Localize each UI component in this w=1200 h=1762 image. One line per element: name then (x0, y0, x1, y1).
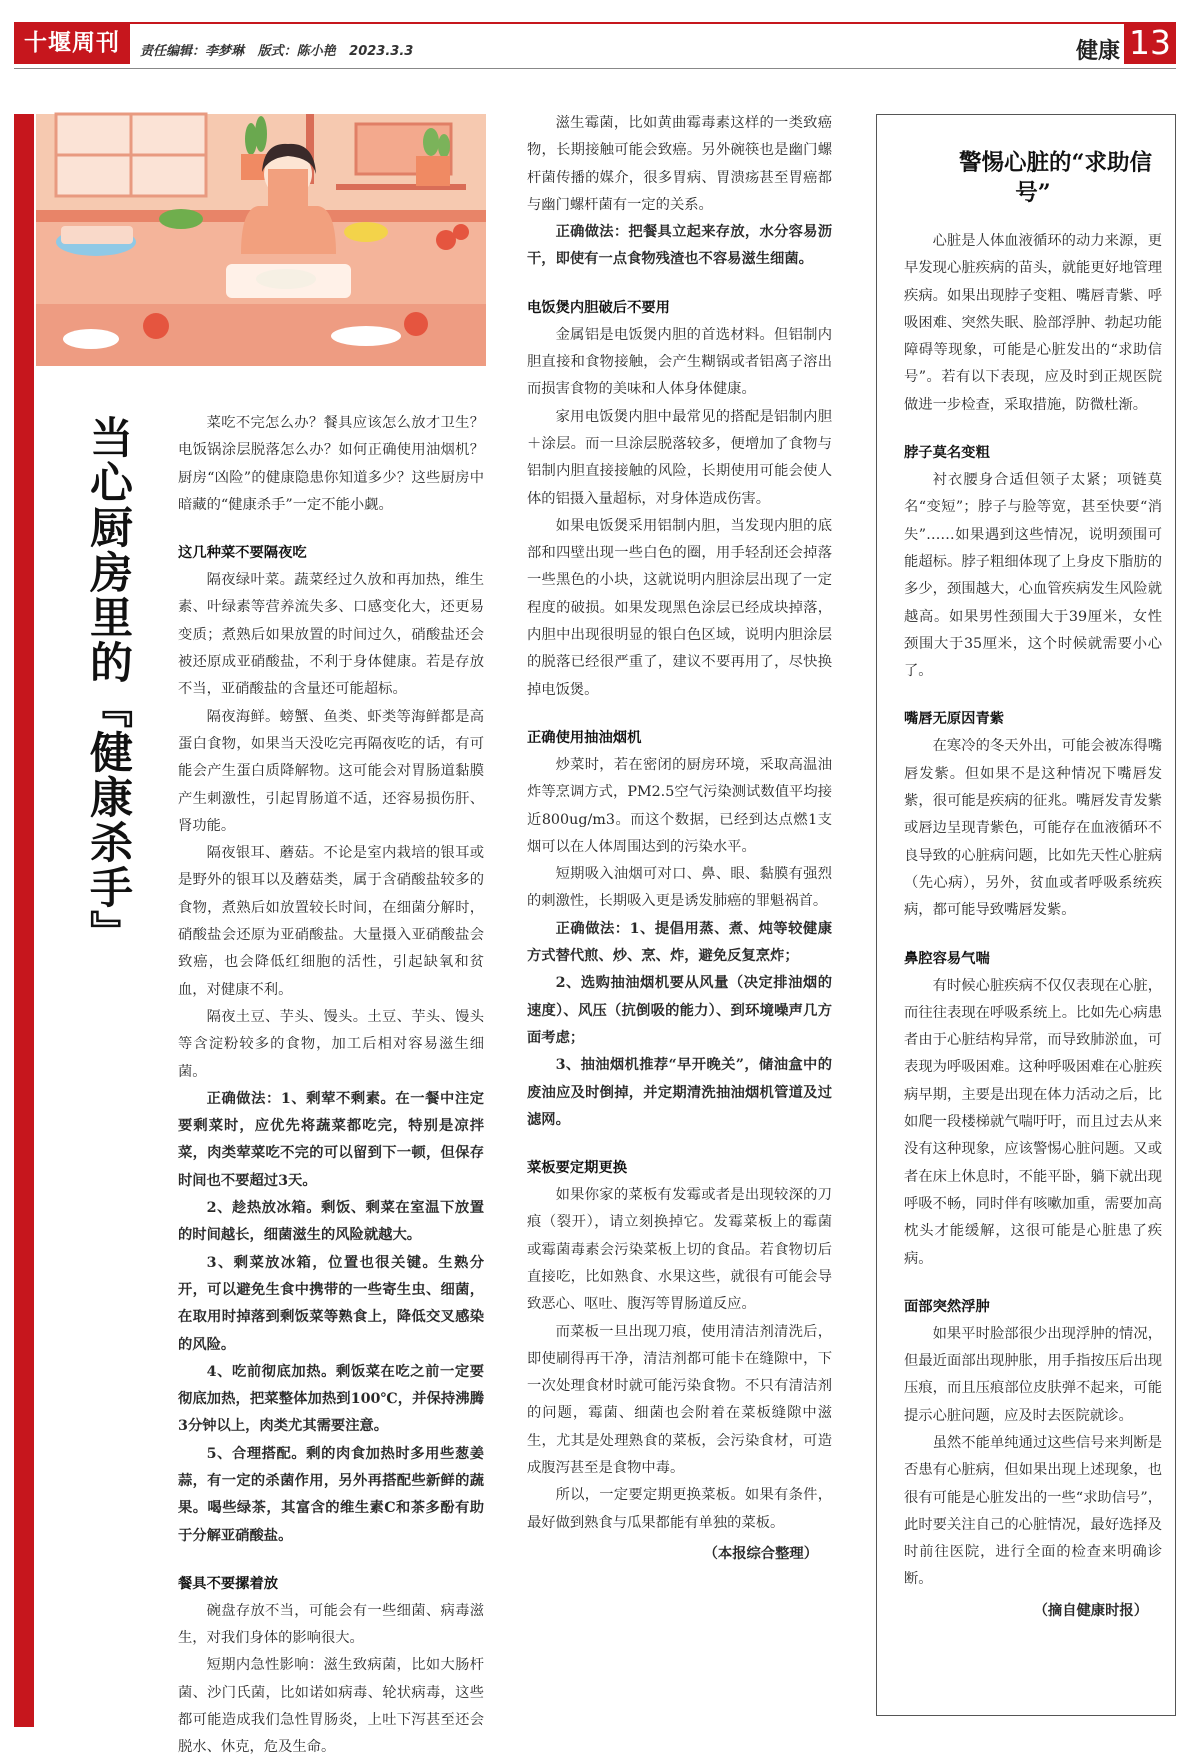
tip-paragraph (178, 1086, 484, 1195)
tip-label: 正确做法： (206, 1090, 281, 1107)
page-number-badge: 13 (1124, 22, 1176, 64)
section-heading: 电饭煲内胆破后不要用 (527, 299, 670, 316)
tip-paragraph (527, 219, 832, 274)
tip-paragraph: 3、剩菜放冰箱，位置也很关键。生熟分开，可以避免生食中携带的一些寄生虫、细菌，在取用时掉落到剩饭菜等熟食上，降低交叉感染的风险。 (178, 1254, 484, 1353)
main-article-title: 当心厨房里的『健康杀手』 (83, 415, 133, 955)
body-paragraph: 虽然不能单纯通过这些信号来判断是否患有心脏病，但如果出现上述现象，也很有可能是心脏发出的一些“求助信号”，此时要关注自己的心脏情况，最好选择及时前往医院，进行全面的检查来明确诊断。 (904, 1434, 1162, 1588)
sidebar-title: 警惕心脏的“求助信号” (959, 150, 1152, 206)
section-heading: 菜板要定期更换 (527, 1160, 628, 1177)
left-red-bar (14, 114, 34, 1727)
body-paragraph: 隔夜土豆、芋头、馒头。土豆、芋头、馒头等含淀粉较多的食物，加工后相对容易滋生细菌。 (178, 1008, 484, 1080)
section-heading: 正确使用抽油烟机 (527, 729, 642, 746)
body-paragraph: 在寒冷的冬天外出，可能会被冻得嘴唇发紫。但如果不是这种情况下嘴唇发紫，很可能是疾病的征兆。嘴唇发青发紫或唇边呈现青紫色，可能存在血液循环不良导致的心脏病问题，比如先天性心脏病（先心病），另外，贫血或者呼吸系统疾病，都可能导致嘴唇发紫。 (904, 738, 1162, 919)
tip-label: 正确做法： (555, 224, 629, 241)
body-paragraph: 短期内急性影响：滋生致病菌，比如大肠杆菌、沙门氏菌，比如诺如病毒、轮状病毒，这些都可能造成我们急性胃肠炎，上吐下泻甚至还会脱水、休克，危及生命。 (178, 1657, 484, 1756)
body-paragraph: 炒菜时，若在密闭的厨房环境，采取高温油炸等烹调方式，PM2.5空气污染测试数值平均接近800ug/m3。而这个数据，已经到达点燃1支烟可以在人体周围达到的污染水平。 (527, 756, 832, 855)
kitchen-illustration-icon (36, 114, 486, 366)
header-divider (14, 68, 1176, 69)
section-heading: 嘴唇无原因青紫 (904, 711, 1005, 728)
tip-paragraph: 2、趁热放冰箱。剩饭、剩菜在室温下放置的时间越长，细菌滋生的风险就越大。 (178, 1200, 484, 1244)
header-top-rule (130, 22, 1166, 24)
body-paragraph: 家用电饭煲内胆中最常见的搭配是铝制内胆＋涂层。而一旦涂层脱落较多，便增加了食物与铝制内胆直接接触的风险，长期使用可能会使人体的铝摄入量超标，对身体造成伤害。 (527, 408, 832, 507)
section-heading: 餐具不要摞着放 (178, 1575, 279, 1592)
masthead-logo: 十堰周刊 (14, 22, 130, 64)
sidebar-article (904, 132, 1162, 1625)
article-source: （摘自健康时报） (1033, 1602, 1148, 1619)
tip-paragraph (527, 916, 832, 971)
article-intro: 菜吃不完怎么办？餐具应该怎么放才卫生？电饭锅涂层脱落怎么办？如何正确使用油烟机？厨房“凶险”的健康隐患你知道多少？这些厨房中暗藏的“健康杀手”一定不能小觑。 (178, 415, 484, 513)
body-paragraph: 衬衣腰身合适但领子太紧；项链莫名“变短”；脖子与脸等宽，甚至快要“消失”……如果遇到这些情况，说明颈围可能超标。脖子粗细体现了上身皮下脂肪的多少，颈围越大，心血管疾病发生风险就越高。如果男性颈围大于39厘米，女性颈围大于35厘米，这个时候就需要小心了。 (904, 472, 1162, 680)
body-paragraph: 金属铝是电饭煲内胆的首选材料。但铝制内胆直接和食物接触，会产生糊锅或者铝离子溶出而损害食物的美味和人体身体健康。 (527, 326, 832, 398)
body-paragraph: 所以，一定要定期更换菜板。如果有条件，最好做到熟食与瓜果都能有单独的菜板。 (527, 1487, 832, 1531)
body-paragraph: 短期吸入油烟可对口、鼻、眼、黏膜有强烈的刺激性，长期吸入更是诱发肺癌的罪魁祸首。 (527, 866, 832, 910)
header-editor-info: 责任编辑：李梦琳 版式：陈小艳 2023.3.3 (140, 44, 414, 59)
section-heading: 面部突然浮肿 (904, 1298, 990, 1315)
tip-paragraph: 2、选购抽油烟机要从风量（决定排油烟的速度）、风压（抗倒吸的能力）、到环境噪声几方面考虑； (527, 975, 832, 1046)
tip-paragraph: 4、吃前彻底加热。剩饭菜在吃之前一定要彻底加热，把菜整体加热到100℃，并保持沸腾3分钟以上，肉类尤其需要注意。 (178, 1363, 484, 1435)
body-paragraph: 而菜板一旦出现刀痕，使用清洁剂清洗后，即使刷得再干净，清洁剂都可能卡在缝隙中，下一次处理食材时就可能污染食物。不只有清洁剂的问题，霉菌、细菌也会附着在菜板缝隙中滋生，尤其是处理熟食的菜板，会污染食材，可造成腹泻甚至是食物中毒。 (527, 1323, 832, 1477)
tip-paragraph: 5、合理搭配。剩的肉食加热时多用些葱姜蒜，有一定的杀菌作用，另外再搭配些新鲜的蔬果。喝些绿茶，其富含的维生素C和茶多酚有助于分解亚硝酸盐。 (178, 1445, 484, 1544)
body-paragraph: 滋生霉菌，比如黄曲霉毒素这样的一类致癌物，长期接触可能会致癌。另外碗筷也是幽门螺杆菌传播的媒介，很多胃病、胃溃疡甚至胃癌都与幽门螺杆菌有一定的关系。 (527, 115, 832, 213)
body-paragraph: 如果平时脸部很少出现浮肿的情况，但最近面部出现肿胀，用手指按压后出现压痕，而且压痕部位皮肤弹不起来，可能提示心脏问题，应及时去医院就诊。 (904, 1325, 1162, 1424)
tip-text: 把餐具立起来存放，水分容易沥干，即使有一点食物残渣也不容易滋生细菌。 (527, 224, 833, 268)
section-heading: 这几种菜不要隔夜吃 (178, 545, 307, 562)
main-article-column-1 (178, 410, 484, 1762)
body-paragraph: 有时候心脏疾病不仅仅表现在心脏，而往往表现在呼吸系统上。比如先心病患者由于心脏结构异常，而导致肺淤血，可表现为呼吸困难。这种呼吸困难在心脏疾病早期，主要是出现在体力活动之后，比如爬一段楼梯就气喘吁吁，而且过去从来没有这种现象，应该警惕心脏问题。又或者在床上休息时，不能平卧，躺下就出现呼吸不畅，同时伴有咳嗽加重，需要加高枕头才能缓解，这很可能是心脏患了疾病。 (904, 977, 1162, 1267)
body-paragraph: 隔夜银耳、蘑菇。不论是室内栽培的银耳或是野外的银耳以及蘑菇类，属于含硝酸盐较多的食物，煮熟后如放置较长时间，在细菌分解时，硝酸盐会还原为亚硝酸盐。大量摄入亚硝酸盐会致癌，也会降低红细胞的活性，引起缺氧和贫血，对健康不利。 (178, 845, 484, 998)
tip-text: 1、剩荤不剩素。在一餐中注定要剩菜时，应优先将蔬菜都吃完，特别是凉拌菜，肉类荤菜吃不完的可以留到下一顿，但保存时间也不要超过3天。 (178, 1090, 484, 1189)
tip-label: 正确做法： (555, 920, 630, 937)
main-article-column-2 (527, 110, 832, 1568)
section-heading: 脖子莫名变粗 (904, 445, 990, 462)
body-paragraph: 心脏是人体血液循环的动力来源，更早发现心脏疾病的苗头，就能更好地管理疾病。如果出现脖子变粗、嘴唇青紫、呼吸困难、突然失眠、脸部浮肿、勃起功能障碍等现象，可能是心脏发出的“求助信号”。若有以下表现，应及时到正规医院做进一步检查，采取措施，防微杜渐。 (904, 233, 1162, 413)
body-paragraph: 碗盘存放不当，可能会有一些细菌、病毒滋生，对我们身体的影响很大。 (178, 1602, 484, 1647)
body-paragraph: 隔夜绿叶菜。蔬菜经过久放和再加热，维生素、叶绿素等营养流失多、口感变化大，还更易变质；煮熟后如果放置的时间过久，硝酸盐还会被还原成亚硝酸盐，不利于身体健康。若是存放不当，亚硝酸盐的含量还可能超标。 (178, 572, 484, 698)
article-source: （本报综合整理） (703, 1545, 818, 1562)
body-paragraph: 如果电饭煲采用铝制内胆，当发现内胆的底部和四壁出现一些白色的圈，用手轻刮还会掉落一些黑色的小块，这就说明内胆涂层出现了一定程度的破损。如果发现黑色涂层已经成块掉落，内胆中出现很明显的银白色区域，说明内胆涂层的脱落已经很严重了，建议不要再用了，尽快换掉电饭煲。 (527, 517, 832, 698)
body-paragraph: 隔夜海鲜。螃蟹、鱼类、虾类等海鲜都是高蛋白食物，如果当天没吃完再隔夜吃的话，有可能会产生蛋白质降解物。这可能会对胃肠道黏膜产生刺激性，引起胃肠道不适，还容易损伤肝、肾功能。 (178, 708, 484, 834)
tip-text: 1、提倡用蒸、煮、炖等较健康方式替代煎、炒、烹、炸，避免反复烹炸； (527, 920, 832, 965)
header-section-name: 健康 (1076, 39, 1121, 64)
body-paragraph: 如果你家的菜板有发霉或者是出现较深的刀痕（裂开），请立刻换掉它。发霉菜板上的霉菌或霉菌毒素会污染菜板上切的食品。若食物切后直接吃，比如熟食、水果这些，就很有可能会导致恶心、呕吐、腹泻等胃肠道反应。 (527, 1187, 832, 1313)
section-heading: 鼻腔容易气喘 (904, 950, 990, 967)
tip-paragraph: 3、抽油烟机推荐“早开晚关”，储油盒中的废油应及时倒掉，并定期清洗抽油烟机管道及过滤网。 (527, 1057, 832, 1128)
